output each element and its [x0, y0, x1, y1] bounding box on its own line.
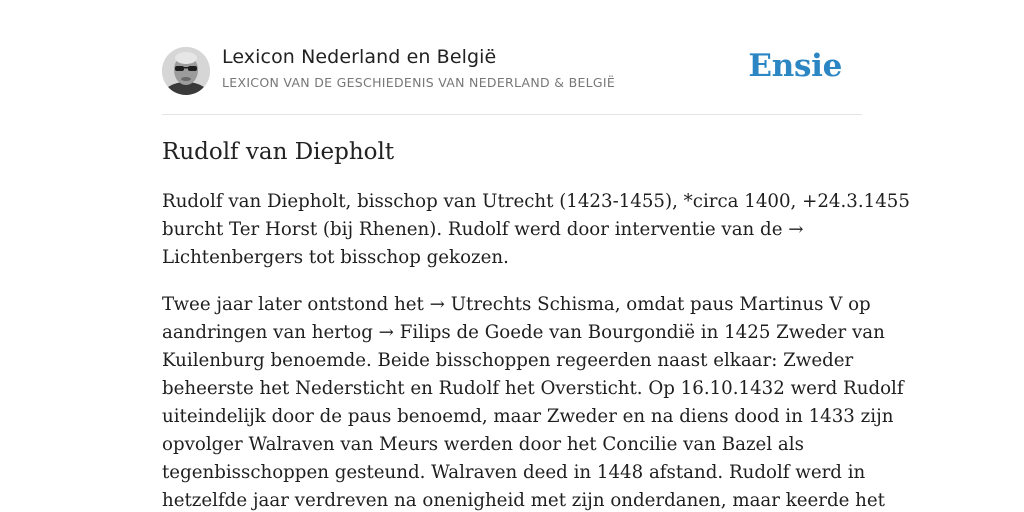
ensie-logo[interactable]: Ensie [748, 48, 842, 84]
paragraph-line: Kuilenburg benoemde. Beide bisschoppen regeerden naast elkaar: Zweder [162, 350, 854, 371]
paragraph-line: Rudolf van Diepholt, bisschop van Utrecht (1423-1455), *circa 1400, +24.3.1455 [162, 191, 910, 212]
arrow-link-icon[interactable]: → [788, 219, 804, 240]
avatar-portrait-image [162, 47, 210, 95]
article [162, 136, 910, 512]
paragraph-text: aandringen van hertog [162, 322, 373, 343]
paragraph-line: tegenbisschoppen gesteund. Walraven deed in 1448 afstand. Rudolf werd in [162, 462, 866, 483]
paragraph-line [162, 216, 862, 244]
article-title: Rudolf van Diepholt [162, 139, 395, 165]
paragraph-line [162, 244, 862, 272]
article-paragraph-1 [162, 188, 910, 272]
paragraph-text: burcht Ter Horst (bij Rhenen). Rudolf werd door interventie van de [162, 219, 783, 240]
paragraph-line: beheerste het Nedersticht en Rudolf het Oversticht. Op 16.10.1432 werd Rudolf [162, 378, 904, 399]
link-filips-de-goede[interactable]: Filips de Goede van Bourgondië in 1425 Zweder van [399, 322, 885, 343]
site-title[interactable]: Lexicon Nederland en België [222, 46, 497, 68]
author-avatar[interactable] [162, 47, 210, 95]
paragraph-line: hetzelfde jaar verdreven na onenigheid met zijn onderdanen, maar keerde het [162, 490, 885, 511]
paragraph-line: opvolger Walraven van Meurs werden door het Concilie van Bazel als [162, 434, 804, 455]
paragraph-line: uiteindelijk door de paus benoemd, maar Zweder en na diens dood in 1433 zijn [162, 406, 894, 427]
site-subtitle: LEXICON VAN DE GESCHIEDENIS VAN NEDERLAND & BELGIË [222, 75, 616, 90]
link-utrechts-schisma[interactable]: Utrechts Schisma, omdat paus Martinus V op [450, 294, 871, 315]
paragraph-line [162, 291, 871, 319]
paragraph-text: Twee jaar later ontstond het [162, 294, 424, 315]
link-lichtenbergers[interactable]: Lichtenbergers tot bisschop gekozen. [162, 247, 509, 268]
arrow-link-icon[interactable]: → [378, 322, 394, 343]
arrow-link-icon[interactable]: → [429, 294, 445, 315]
paragraph-line [162, 319, 885, 347]
article-paragraph-2 [162, 291, 904, 512]
site-header [162, 46, 862, 115]
